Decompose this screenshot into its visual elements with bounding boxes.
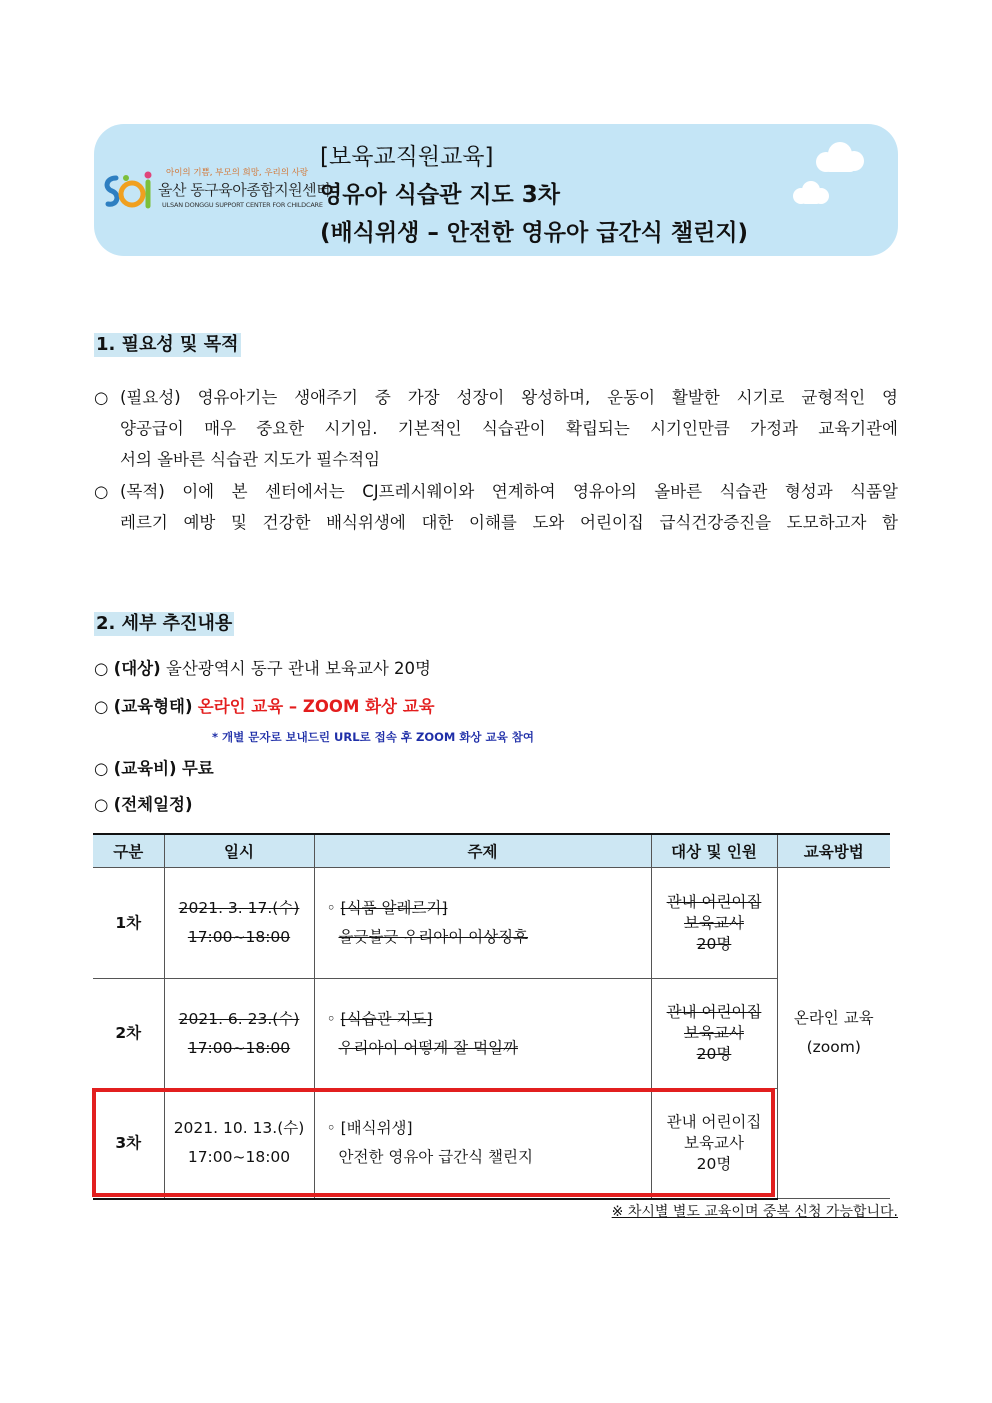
bullet-icon: ○ [94, 697, 109, 716]
header-datetime: 일시 [164, 834, 314, 868]
table-row [93, 1089, 890, 1199]
datetime-cell [164, 979, 314, 1089]
title-line-1: [보육교직원교육] [320, 144, 494, 170]
title-line-2: 영유아 식습관 지도 3차 [320, 182, 560, 208]
target-line: 관내 어린이집 [666, 1112, 762, 1131]
format-item [94, 695, 435, 719]
topic-subtitle: 안전한 영유아 급간식 챌린지 [338, 1148, 533, 1167]
session-cell: 3차 [93, 1089, 164, 1199]
date-text: 2021. 6. 23.(수) [178, 1009, 300, 1028]
session-cell: 2차 [93, 979, 164, 1089]
header-method: 교육방법 [777, 834, 890, 868]
target-line: 관내 어린이집 [666, 892, 762, 911]
table-row [93, 979, 890, 1089]
purpose-line-1: (목적) 이에 본 센터에서는 CJ프레시웨이와 연계하여 영유아의 올바른 식습관 형성과 식품알 [120, 482, 898, 501]
logo-tagline: 아이의 기쁨, 부모의 희망, 우리의 사랑 [166, 168, 309, 178]
topic-cell [314, 979, 651, 1089]
topic-mark: ◦ [326, 1119, 336, 1138]
target-line: 20명 [696, 1154, 732, 1173]
section-1-heading: 1. 필요성 및 목적 [96, 334, 239, 355]
target-line: 보육교사 [684, 1133, 744, 1152]
datetime-cell [164, 1089, 314, 1199]
purpose-paragraph [94, 476, 898, 538]
schedule-item [94, 793, 193, 817]
topic-subtitle: 울긋불긋 우리아이 이상징후 [338, 928, 529, 946]
table-footnote: ※ 차시별 별도 교육이며 중복 신청 가능합니다. [611, 1204, 898, 1220]
datetime-cell [164, 868, 314, 979]
time-text: 17:00~18:00 [187, 1148, 291, 1167]
topic-mark: ◦ [326, 899, 336, 917]
center-logo [102, 162, 331, 218]
cloud-icon [810, 140, 868, 174]
method-line-2: (zoom) [806, 1038, 861, 1056]
schedule-label: (전체일정) [113, 795, 193, 814]
bullet-icon: ○ [94, 482, 109, 501]
time-text: 17:00~18:00 [187, 1038, 291, 1057]
document-title [320, 138, 748, 252]
target-item [94, 657, 431, 681]
topic-title: [식품 알레르기] [340, 899, 448, 917]
format-note: * 개별 문자로 보내드린 URL로 접속 후 ZOOM 화상 교육 참여 [212, 730, 534, 744]
logo-name: 울산 동구육아종합지원센터 [158, 181, 331, 199]
need-line-1: (필요성) 영유아기는 생애주기 중 가장 성장이 왕성하며, 운동이 활발한 시기로 균형적인 영 [120, 388, 898, 407]
purpose-line-2: 레르기 예방 및 건강한 배식위생에 대한 이해를 도와 어린이집 급식건강증진을 도모하고자 함 [120, 513, 898, 532]
target-cell [651, 868, 777, 979]
target-line: 20명 [696, 934, 732, 953]
table-row [93, 868, 890, 979]
header-session: 구분 [93, 834, 164, 868]
format-label: (교육형태) [113, 697, 193, 716]
title-line-3: (배식위생 – 안전한 영유아 급간식 챌린지) [320, 220, 749, 246]
header-topic: 주제 [314, 834, 651, 868]
fee-item [94, 757, 214, 781]
format-value: 온라인 교육 – ZOOM 화상 교육 [197, 697, 435, 716]
target-line: 20명 [696, 1045, 732, 1063]
method-line-1: 온라인 교육 [793, 1009, 874, 1027]
table-header-row [93, 834, 890, 868]
date-text: 2021. 10. 13.(수) [173, 1119, 305, 1138]
fee-value: 무료 [181, 759, 214, 778]
date-text: 2021. 3. 17.(수) [178, 899, 300, 917]
target-line: 관내 어린이집 [666, 1003, 762, 1021]
topic-title: [식습관 지도] [340, 1009, 433, 1028]
topic-cell [314, 1089, 651, 1199]
method-cell [777, 868, 890, 1199]
logo-mark-icon [102, 168, 156, 214]
need-paragraph [94, 382, 898, 475]
need-line-2: 양공급이 매우 중요한 시기임. 기본적인 식습관이 확립되는 시기인만큼 가정과 교육기관에 [120, 419, 898, 438]
logo-english-name: ULSAN DONGGU SUPPORT CENTER FOR CHILDCARE [162, 201, 323, 209]
time-text: 17:00~18:00 [187, 928, 291, 946]
cloud-icon [790, 180, 832, 206]
bullet-icon: ○ [94, 388, 109, 407]
header-target: 대상 및 인원 [651, 834, 777, 868]
topic-cell [314, 868, 651, 979]
bullet-icon: ○ [94, 759, 109, 778]
target-cell [651, 979, 777, 1089]
header-banner [94, 124, 898, 256]
section-2-heading: 2. 세부 추진내용 [96, 613, 233, 634]
topic-mark: ◦ [326, 1009, 336, 1028]
target-line: 보육교사 [684, 913, 744, 932]
target-value: 울산광역시 동구 관내 보육교사 20명 [165, 659, 431, 678]
target-cell [651, 1089, 777, 1199]
topic-title: [배식위생] [340, 1119, 413, 1138]
schedule-table [93, 833, 890, 1200]
need-line-3: 서의 올바른 식습관 지도가 필수적임 [120, 450, 381, 469]
target-line: 보육교사 [684, 1024, 744, 1042]
topic-subtitle: 우리아이 어떻게 잘 먹일까 [338, 1038, 518, 1057]
target-label: (대상) [113, 659, 161, 678]
bullet-icon: ○ [94, 795, 109, 814]
session-cell: 1차 [93, 868, 164, 979]
bullet-icon: ○ [94, 659, 109, 678]
fee-label: (교육비) [113, 759, 177, 778]
